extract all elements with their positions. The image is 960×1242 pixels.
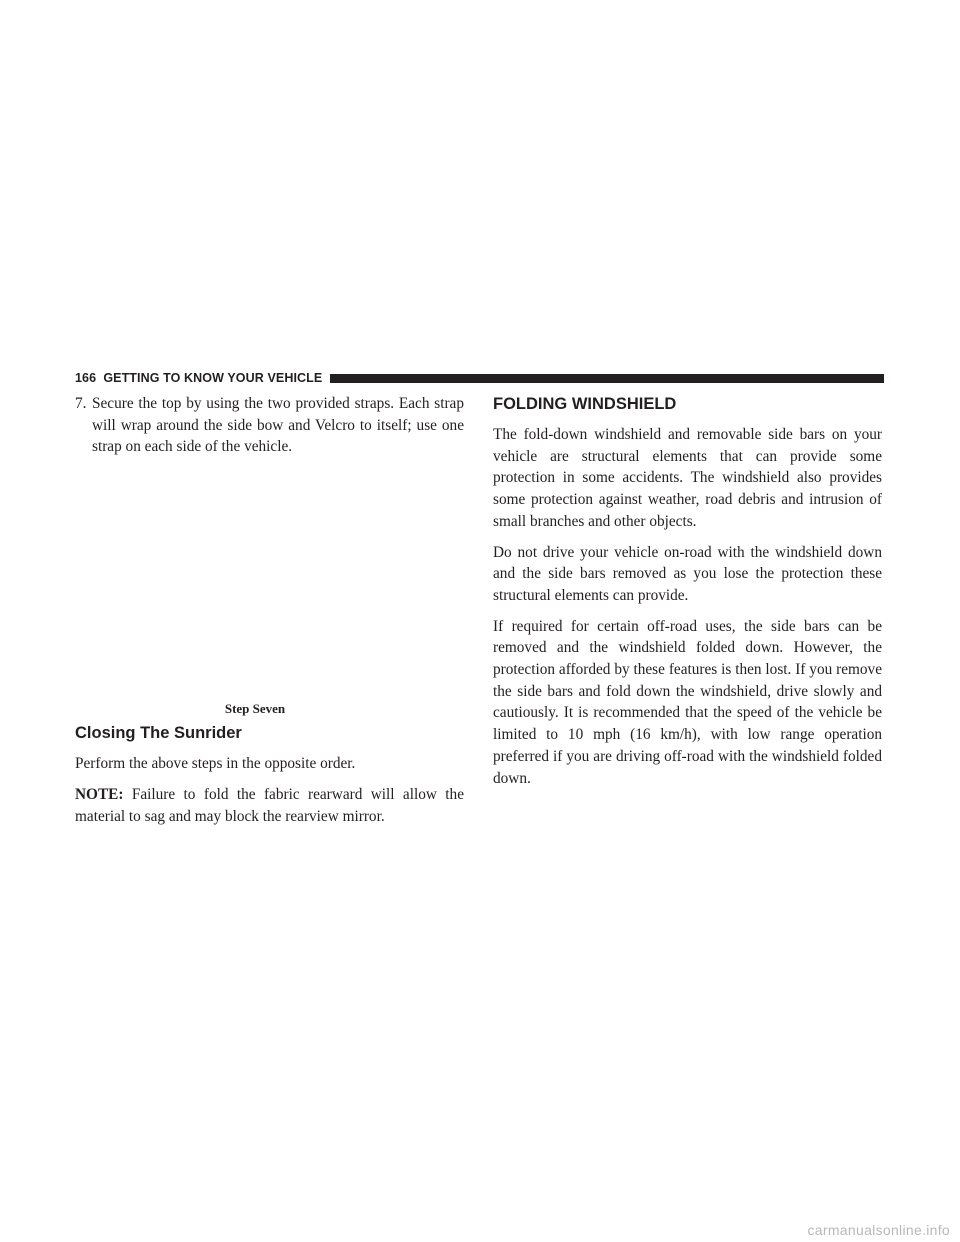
page-header [75,370,884,386]
figure-step-seven [75,458,464,722]
left-column [75,393,464,827]
step-item [75,393,464,458]
section-heading-folding-windshield: FOLDING WINDSHIELD [493,395,677,413]
watermark: carmanualsonline.info [807,1222,950,1238]
page-number: 166 [75,371,97,385]
header-rule [330,374,884,383]
section-heading-closing-sunrider: Closing The Sunrider [75,724,242,743]
paragraph: The fold-down windshield and removable side bars on your vehicle are structural elements that can provide some protection in some accidents. The windshield also provides some protection against weather, road debris and intrusion of small branches and other objects. [493,426,882,530]
note-paragraph [75,784,464,827]
paragraph: If required for certain off-road uses, the side bars can be removed and the windshield folded down. However, the protection afforded by these features is then lost. If you remove the side bars and fold down the windshield, drive slowly and cautiously. It is recommended that the speed of the vehicle be limited to 10 mph (16 km/h), with low range operation preferred if you are driving off-road with the windshield folded down. [493,617,882,787]
paragraph: Do not drive your vehicle on-road with the windshield down and the side bars removed as you lose the protection these structural elements can provide. [493,543,882,604]
step-text: Secure the top by using the two provided straps. Each strap will wrap around the side bow and Velcro to itself; use one strap on each side of the vehicle. [92,395,464,456]
section-title: GETTING TO KNOW YOUR VEHICLE [103,371,323,385]
right-column [493,393,882,789]
step-number: 7. [75,395,87,412]
note-text: Failure to fold the fabric rearward will allow the material to sag and may block the rearview mirror. [75,785,464,825]
figure-caption: Step Seven [224,701,286,717]
note-label: NOTE: [75,785,124,803]
paragraph: Perform the above steps in the opposite order. [75,755,356,773]
